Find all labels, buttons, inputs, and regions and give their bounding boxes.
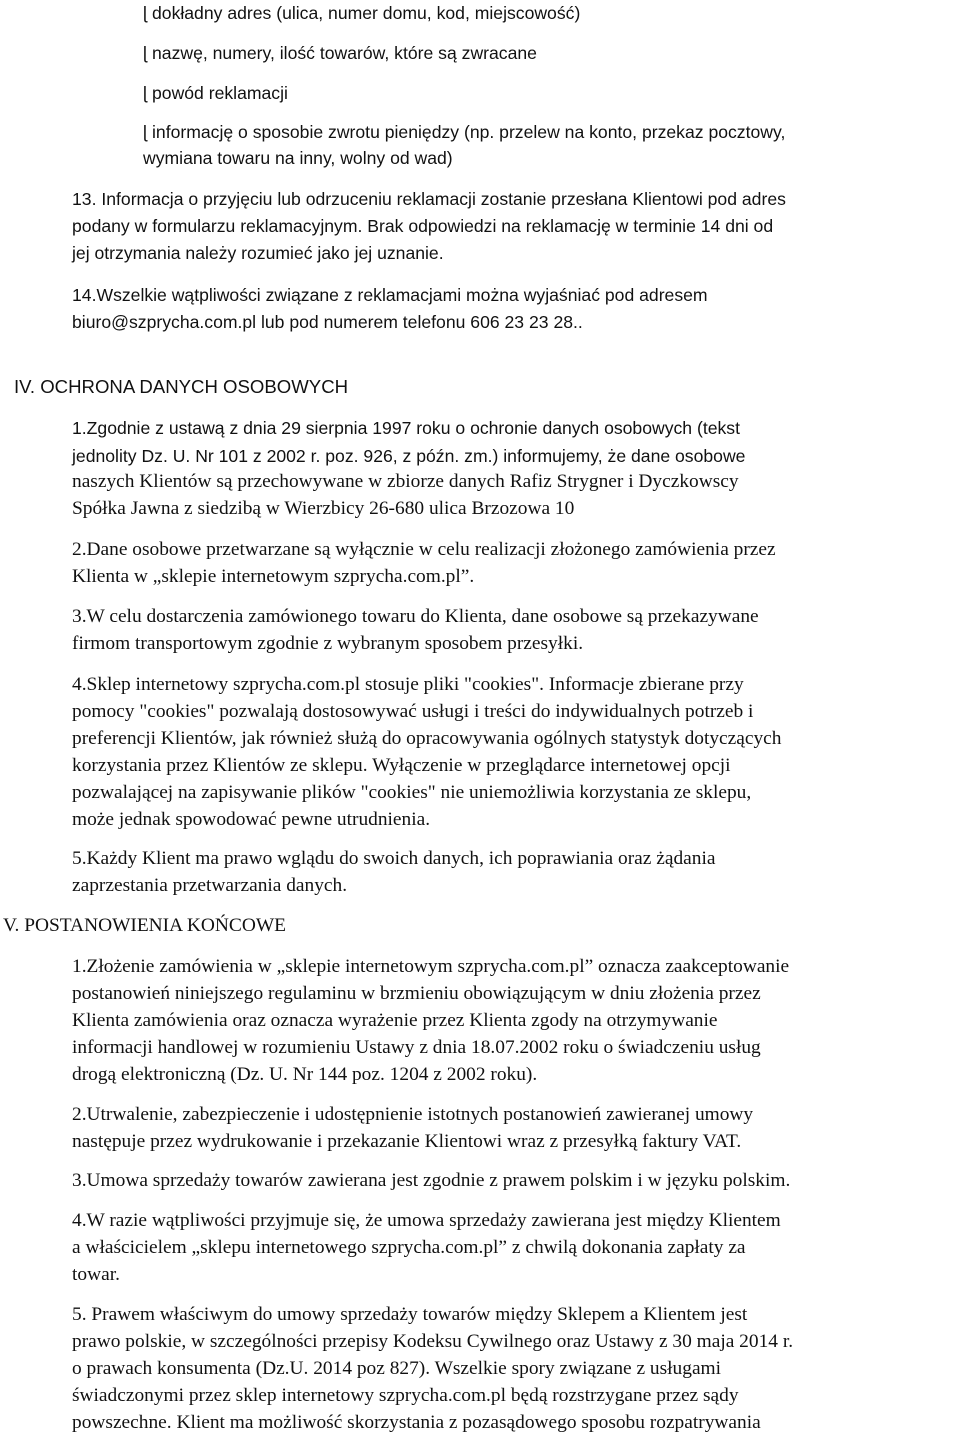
s4-item-1-line: 1.Zgodnie z ustawą z dnia 29 sierpnia 1997 roku o ochronie danych osobowych (tekst: [72, 418, 740, 438]
s5-item-1-line: postanowień niniejszego regulaminu w brzmieniu obowiązującym w dniu złożenia przez: [72, 983, 761, 1004]
s4-item-4-line: pozwalającej na zapisywanie plików "cookies" nie uniemożliwia korzystania ze sklepu,: [72, 782, 752, 803]
bullet-refund-cont: wymiana towaru na inny, wolny od wad): [143, 148, 453, 168]
bullet-text: informację o sposobie zwrotu pieniędzy (np. przelew na konto, przekaz pocztowy,: [152, 122, 786, 142]
bullet-glyph: ɭ: [143, 3, 147, 23]
section-heading-v: V. POSTANOWIENIA KOŃCOWE: [3, 915, 287, 936]
item-13-line: podany w formularzu reklamacyjnym. Brak odpowiedzi na reklamację w terminie 14 dni od: [72, 216, 774, 236]
s5-item-1-line: 1.Złożenie zamówienia w „sklepie internetowym szprycha.com.pl” oznacza zaakceptowanie: [72, 956, 790, 977]
s5-item-4-line: towar.: [72, 1264, 120, 1285]
s4-item-2-line: Klienta w „sklepie internetowym szprycha.com.pl”.: [72, 566, 475, 587]
s5-item-5-line: o prawach konsumenta (Dz.U. 2014 poz 827). Wszelkie spory związane z usługami: [72, 1358, 722, 1379]
s5-item-1-line: informacji handlowej w rozumieniu Ustawy z dnia 18.07.2002 roku o świadczeniu usług: [72, 1037, 761, 1058]
s4-item-3-line: firmom transportowym zgodnie z wybranym sposobem przesyłki.: [72, 633, 584, 654]
s4-item-4-line: pomocy "cookies" pozwalają dostosowywać usługi i treści do indywidualnych potrzeb i: [72, 701, 754, 722]
bullet-reason: [143, 80, 288, 106]
s5-item-5-line: 5. Prawem właściwym do umowy sprzedaży towarów między Sklepem a Klientem jest: [72, 1304, 748, 1325]
s5-item-5-line: świadczonymi przez sklep internetowy szprycha.com.pl będą rozstrzygane przez sądy: [72, 1385, 739, 1406]
section-heading-iv: IV. OCHRONA DANYCH OSOBOWYCH: [14, 376, 349, 397]
bullet-refund: [143, 119, 785, 145]
s5-item-3-line: 3.Umowa sprzedaży towarów zawierana jest zgodnie z prawem polskim i w języku polskim.: [72, 1170, 791, 1191]
bullet-text: powód reklamacji: [152, 83, 288, 103]
s4-item-4-line: 4.Sklep internetowy szprycha.com.pl stosuje pliki "cookies". Informacje zbierane przy: [72, 674, 744, 695]
s5-item-1-line: Klienta zamówienia oraz oznacza wyrażenie przez Klienta zgody na otrzymywanie: [72, 1010, 718, 1031]
bullet-address: [143, 0, 580, 26]
bullet-text: dokładny adres (ulica, numer domu, kod, miejscowość): [152, 3, 581, 23]
item-14-line: biuro@szprycha.com.pl lub pod numerem telefonu 606 23 23 28..: [72, 312, 583, 332]
bullet-glyph: ɭ: [143, 122, 147, 142]
s5-item-4-line: a właścicielem „sklepu internetowego szprycha.com.pl” z chwilą dokonania zapłaty za: [72, 1237, 746, 1258]
item-13-line: jej otrzymania należy rozumieć jako jej uznanie.: [72, 243, 444, 263]
s5-item-4-line: 4.W razie wątpliwości przyjmuje się, że umowa sprzedaży zawierana jest między Klientem: [72, 1210, 781, 1231]
s4-item-4-line: korzystania przez Klientów ze sklepu. Wyłączenie w przeglądarce internetowej opcji: [72, 755, 731, 776]
s5-item-1-line: drogą elektroniczną (Dz. U. Nr 144 poz. 1204 z 2002 roku).: [72, 1064, 538, 1085]
item-13-line: 13. Informacja o przyjęciu lub odrzuceniu reklamacji zostanie przesłana Klientowi pod adres: [72, 189, 786, 209]
bullet-glyph: ɭ: [143, 83, 147, 103]
s4-item-3-line: 3.W celu dostarczenia zamówionego towaru do Klienta, dane osobowe są przekazywane: [72, 606, 759, 627]
s5-item-5-line: powszechne. Klient ma możliwość skorzystania z pozasądowego sposobu rozpatrywania: [72, 1412, 761, 1433]
s5-item-5-line: prawo polskie, w szczególności przepisy Kodeksu Cywilnego oraz Ustawy z 30 maja 2014 r.: [72, 1331, 794, 1352]
s4-item-4-line: preferencji Klientów, jak również służą do opracowywania ogólnych statystyk dotyczących: [72, 728, 782, 749]
s4-item-1-line: naszych Klientów są przechowywane w zbiorze danych Rafiz Strygner i Dyczkowscy: [72, 471, 739, 492]
s5-item-2-line: następuje przez wydrukowanie i przekazanie Klientowi wraz z przesyłką faktury VAT.: [72, 1131, 742, 1152]
bullet-text: nazwę, numery, ilość towarów, które są zwracane: [152, 43, 537, 63]
s4-item-4-line: może jednak spowodować pewne utrudnienia.: [72, 809, 431, 830]
s4-item-1-line: jednolity Dz. U. Nr 101 z 2002 r. poz. 926, z późn. zm.) informujemy, że dane osobowe: [72, 446, 746, 466]
s4-item-2-line: 2.Dane osobowe przetwarzane są wyłącznie w celu realizacji złożonego zamówienia przez: [72, 539, 776, 560]
s4-item-5-line: zaprzestania przetwarzania danych.: [72, 875, 348, 896]
s4-item-5-line: 5.Każdy Klient ma prawo wglądu do swoich danych, ich poprawiania oraz żądania: [72, 848, 716, 869]
s5-item-2-line: 2.Utrwalenie, zabezpieczenie i udostępnienie istotnych postanowień zawieranej umowy: [72, 1104, 754, 1125]
bullet-goods: [143, 40, 537, 66]
s4-item-1-line: Spółka Jawna z siedzibą w Wierzbicy 26-680 ulica Brzozowa 10: [72, 498, 575, 519]
item-14-line: 14.Wszelkie wątpliwości związane z reklamacjami można wyjaśniać pod adresem: [72, 285, 708, 305]
bullet-glyph: ɭ: [143, 43, 147, 63]
